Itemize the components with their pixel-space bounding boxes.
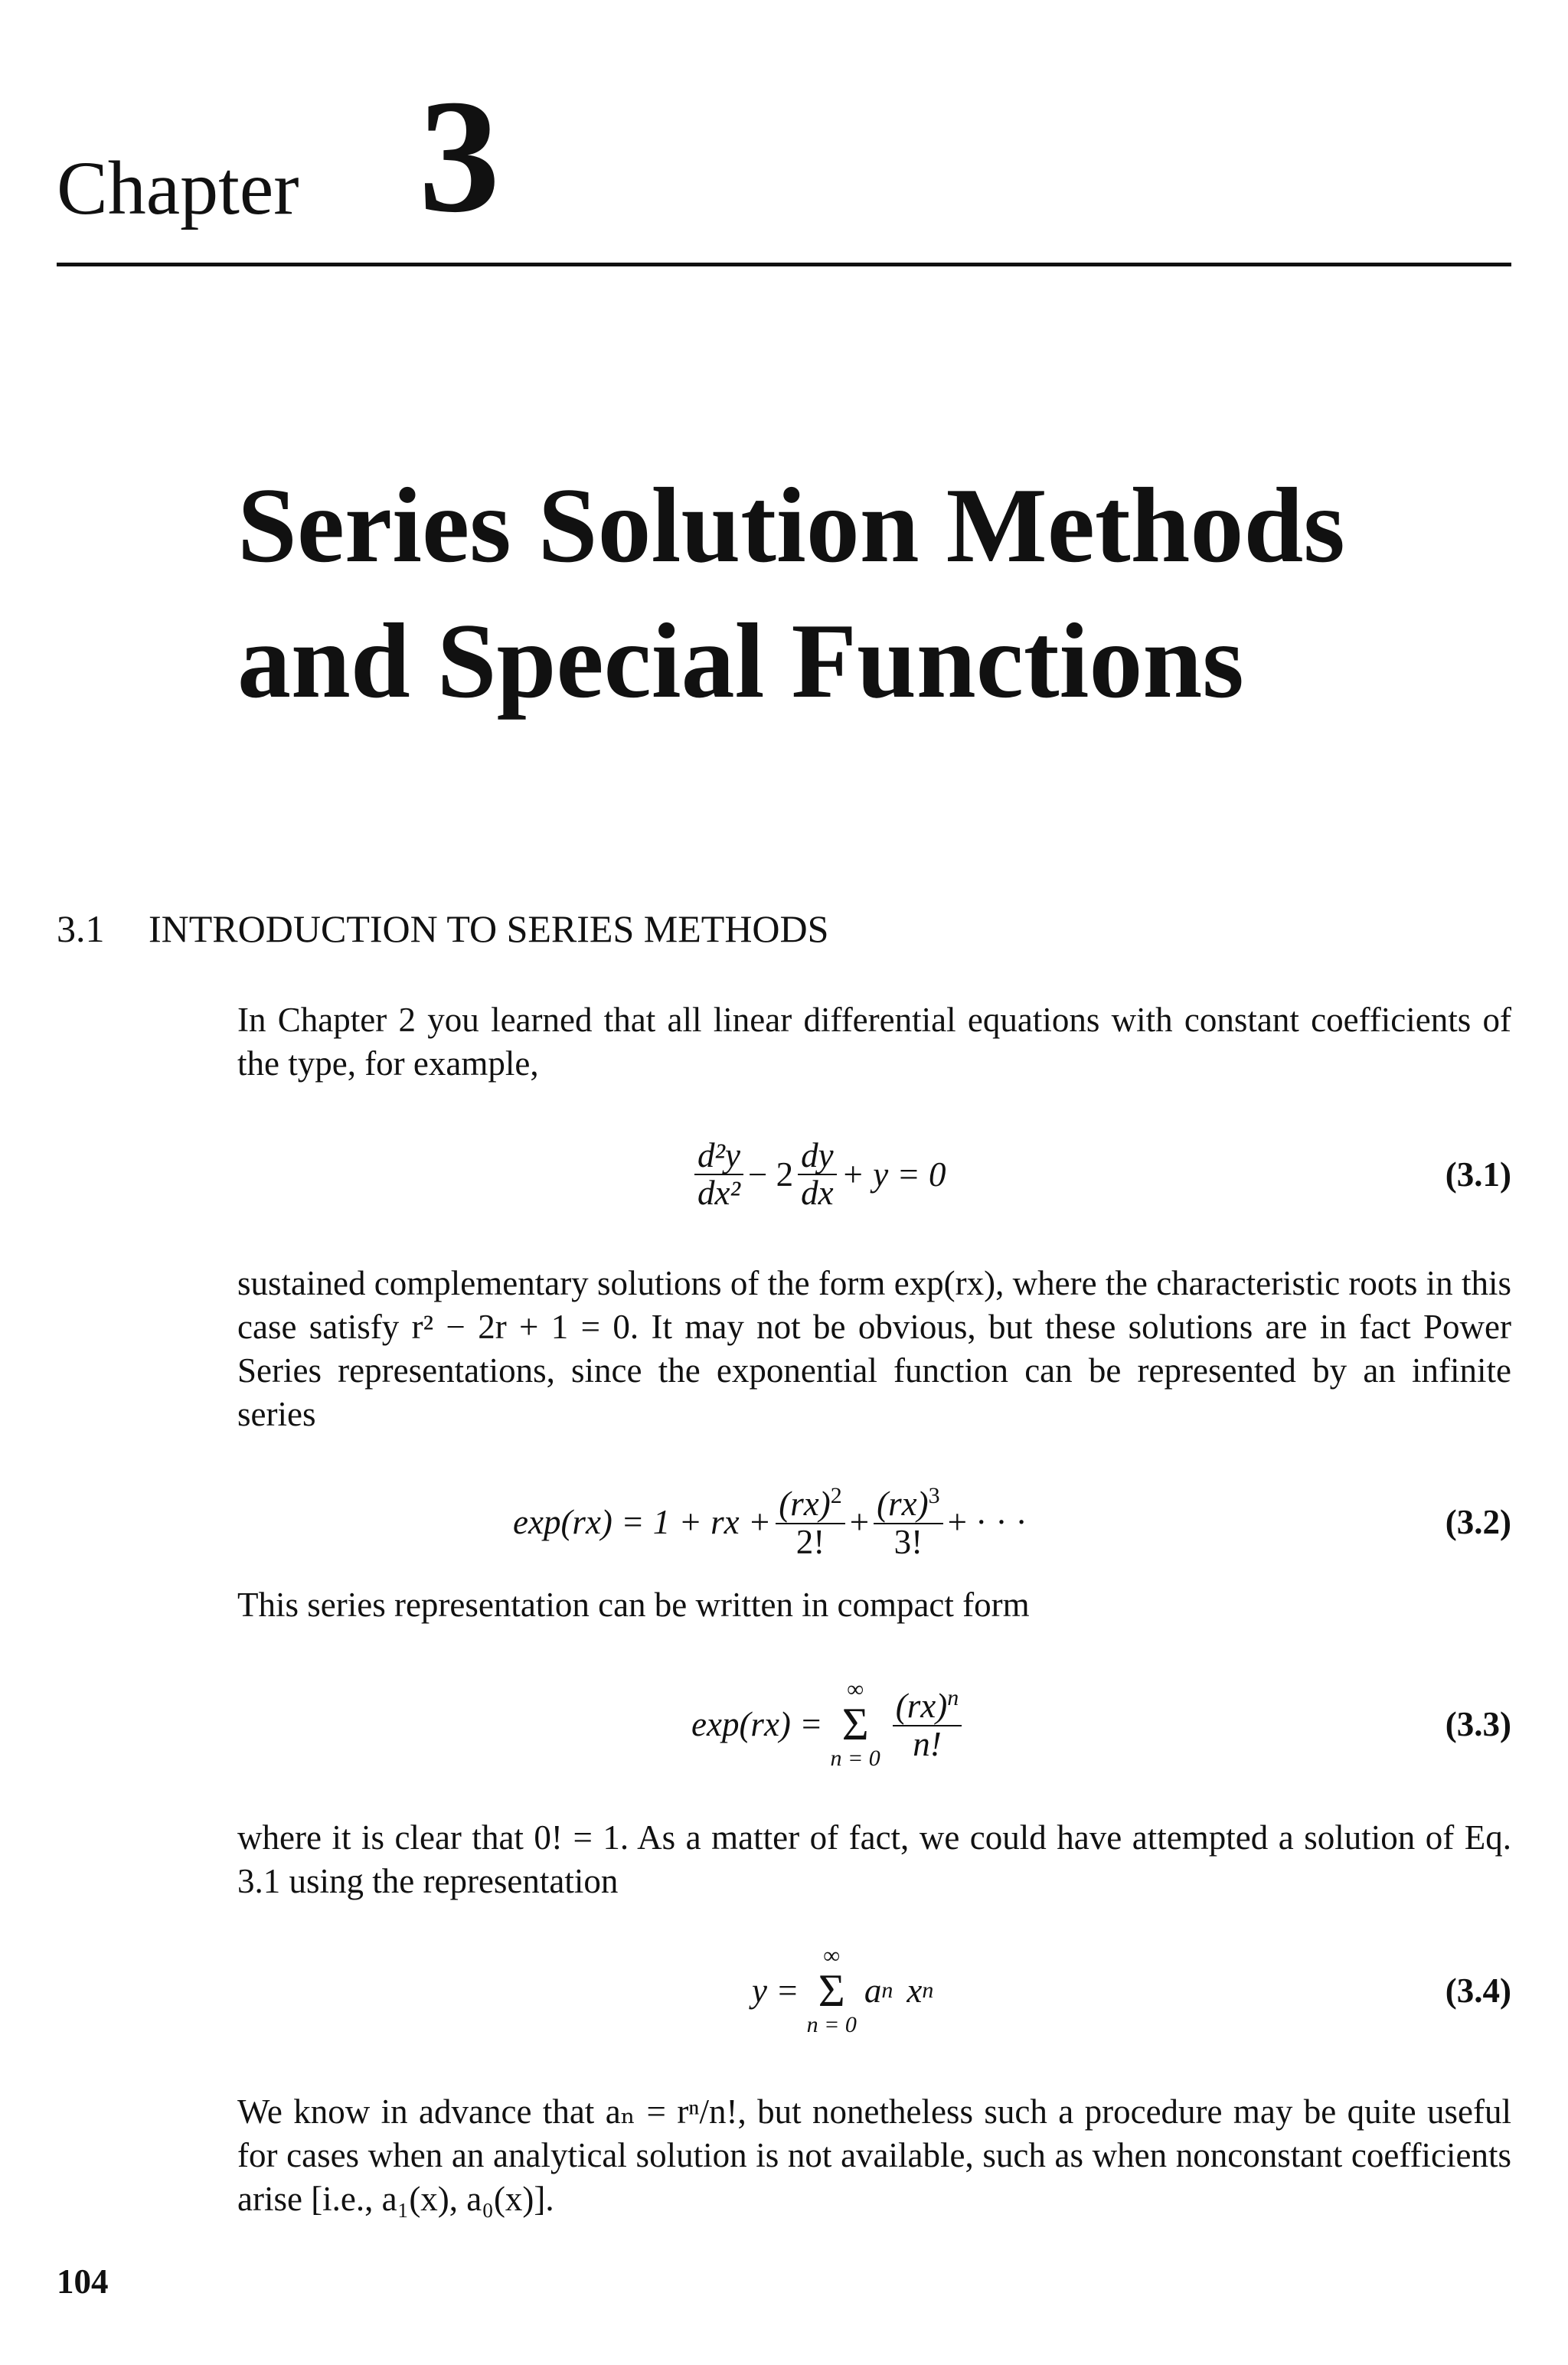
- chapter-divider: [57, 263, 1511, 266]
- section-number: 3.1: [57, 907, 105, 950]
- paragraph-exponential: [237, 1262, 1511, 1436]
- equation-3-3: exp(rx) = ∞ Σ n = 0 $\frac{(rx)^n}{n!}$ (3.3): [691, 1677, 1511, 1771]
- chapter-label: Chapter: [57, 145, 299, 230]
- chapter-title: [237, 458, 1345, 729]
- chapter-title-line-1: Series Solution Methods: [237, 466, 1345, 585]
- equation-number: (3.1): [1445, 1155, 1511, 1194]
- equation-number: (3.2): [1445, 1503, 1511, 1541]
- page-number: 104: [57, 2262, 109, 2301]
- equation-3-4: y = ∞ Σ n = 0 a n x n (3.4): [752, 1943, 1511, 2037]
- fraction-rx3: $\frac{(rx)^3}{3!}$: [874, 1484, 942, 1560]
- summation: ∞ Σ n = 0: [806, 1943, 857, 2037]
- paragraph-text: In Chapter 2 you learned that all linear differential equations with constant coefficients of the type, for example,: [237, 1001, 1511, 1083]
- equation-3-2: exp(rx) = 1 + rx + $\frac{(rx)^2}{2!}$ + $\frac{(rx)^3}{3!}$ + · · · (3.2): [513, 1483, 1511, 1561]
- fraction-rxn-nfact: $\frac{(rx)^n}{n!}$: [893, 1686, 962, 1762]
- equation-number: (3.3): [1445, 1705, 1511, 1743]
- fraction-dy-dx: $\frac{dy}{dx}$: [798, 1138, 836, 1212]
- paragraph-text: This series representation can be written in compact form: [237, 1586, 1030, 1624]
- chapter-number: 3: [419, 66, 500, 246]
- fraction-d2y-dx2: $\frac{\text{d²y}}{\text{dx²}}$: [694, 1138, 743, 1212]
- paragraph-text: where it is clear that 0! = 1. As a matter of fact, we could have attempted a solution of Eq. 3.1 using the representation: [237, 1818, 1511, 1900]
- section-title: INTRODUCTION TO SERIES METHODS: [149, 907, 829, 950]
- chapter-title-line-2: and Special Functions: [237, 602, 1244, 720]
- paragraph-compact-form: [237, 1583, 1511, 1627]
- paragraph-advance-knowledge: [237, 2090, 1511, 2221]
- equation-3-1: $\frac{\text{d²y}}{\text{dx²}}$ − 2 $\frac{dy}{dx}$ + y = 0 (3.1): [237, 1129, 1511, 1220]
- paragraph-attempted-solution: [237, 1816, 1511, 1903]
- summation: ∞ Σ n = 0: [830, 1677, 880, 1771]
- fraction-rx2: $\frac{(rx)^2}{2!}$: [776, 1484, 844, 1560]
- paragraph-text: sustained complementary solutions of the form exp(rx), where the characteristic roots in this case satisfy r² − 2r + 1 = 0. It may not be obvious, but these solutions are in fact Power Series representations, since the exponential function can be represented by an infinite series: [237, 1264, 1511, 1433]
- equation-number: (3.4): [1445, 1971, 1511, 2010]
- paragraph-intro: [237, 998, 1511, 1086]
- section-heading: [57, 906, 828, 951]
- paragraph-text: We know in advance that aₙ = rⁿ/n!, but nonetheless such a procedure may be quite useful for cases when an analytical solution is not available, such as when nonconstant coefficients arise [i.e., a₁(x), a₀(x)].: [237, 2092, 1511, 2218]
